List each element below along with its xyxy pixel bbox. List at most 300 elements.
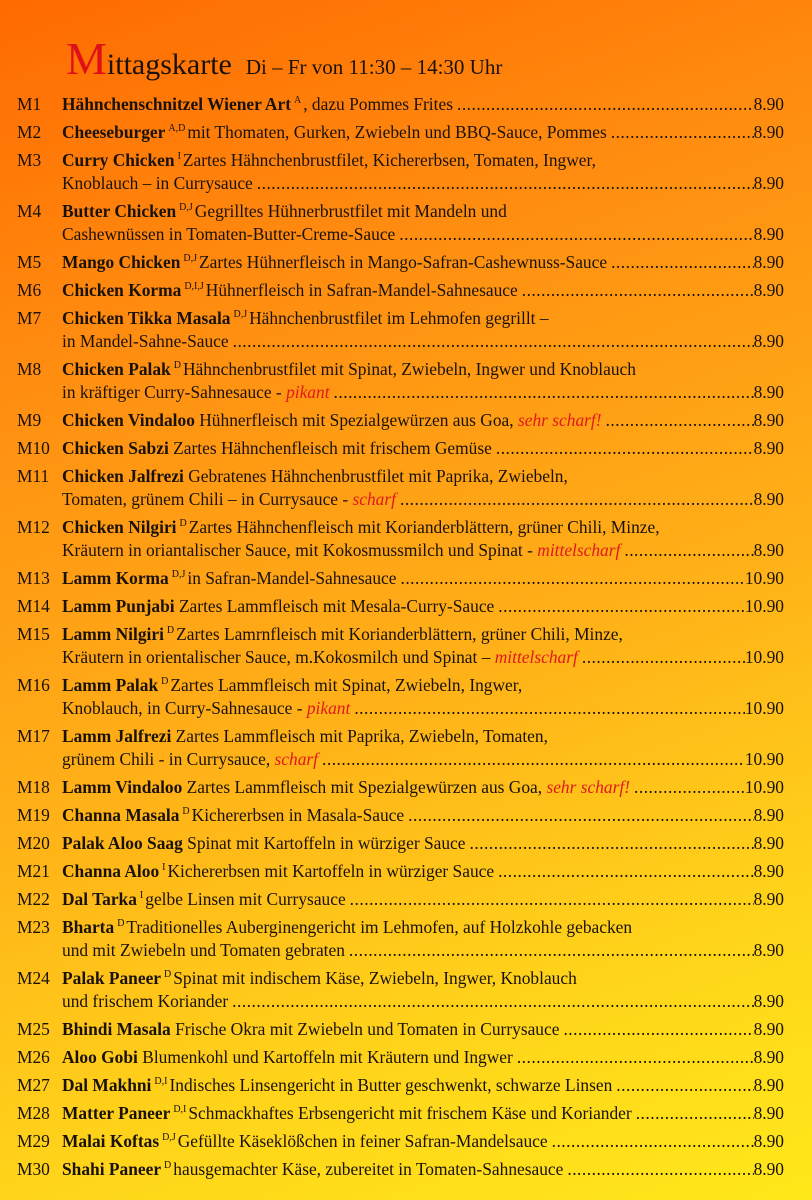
- item-text: [62, 121, 607, 144]
- dish-description: Zartes Hühnerfleisch in Mango-Safran-Cashewnuss-Sauce: [199, 252, 608, 272]
- dot-leader: [232, 990, 753, 1013]
- item-price: 8.90: [753, 489, 784, 509]
- item-text: [62, 1074, 612, 1097]
- dot-leader: [606, 409, 754, 432]
- item-number: M5: [17, 252, 42, 272]
- item-number: M28: [17, 1103, 50, 1123]
- item-price: 8.90: [753, 1075, 784, 1095]
- dot-leader: [400, 488, 754, 511]
- spice-level: sehr scharf!: [517, 410, 602, 430]
- item-text: [62, 917, 632, 937]
- dot-leader: [563, 1018, 753, 1041]
- dot-leader: [400, 567, 744, 590]
- dish-description: Tomaten, grünem Chili – in Currysauce -: [62, 489, 353, 509]
- item-price: 8.90: [753, 991, 784, 1011]
- menu-item: [0, 888, 812, 911]
- item-line: [62, 674, 784, 697]
- menu-item: [0, 279, 812, 302]
- item-text: [62, 466, 568, 486]
- item-price: 10.90: [744, 596, 784, 616]
- dish-description: gelbe Linsen mit Currysauce: [145, 889, 346, 909]
- item-last-line: [62, 1018, 784, 1041]
- dish-name: Channa Aloo: [62, 861, 160, 881]
- item-text: [62, 888, 346, 911]
- item-number: M22: [17, 889, 50, 909]
- spice-level: pikant: [306, 698, 351, 718]
- item-last-line: [62, 595, 784, 618]
- dish-name: Lamm Korma: [62, 568, 169, 588]
- allergen-codes: D: [164, 969, 172, 981]
- dish-description: Gebratenes Hähnchenbrustfilet mit Paprika, Zwiebeln,: [188, 466, 568, 486]
- dot-leader: [498, 595, 745, 618]
- item-text: [62, 93, 453, 116]
- item-number: M17: [17, 726, 50, 746]
- dot-leader: [616, 1074, 753, 1097]
- dish-description: Blumenkohl und Kartoffeln mit Kräutern und Ingwer: [142, 1047, 513, 1067]
- allergen-codes: I: [139, 890, 144, 902]
- item-last-line: [62, 251, 784, 274]
- item-line: [62, 725, 784, 748]
- dish-description: Gegrilltes Hühnerbrustfilet mit Mandeln und: [194, 201, 507, 221]
- dish-name: Chicken Vindaloo: [62, 410, 195, 430]
- allergen-codes: D: [117, 918, 125, 930]
- allergen-codes: D,I,J: [184, 281, 204, 293]
- item-price: 8.90: [753, 861, 784, 881]
- item-text: [62, 776, 630, 799]
- item-last-line: [62, 990, 784, 1013]
- item-number: M26: [17, 1047, 50, 1067]
- item-price: 8.90: [753, 833, 784, 853]
- item-price: 8.90: [753, 1159, 784, 1179]
- item-number: M8: [17, 359, 42, 379]
- item-number: M20: [17, 833, 50, 853]
- dot-leader: [496, 437, 754, 460]
- item-price: 10.90: [744, 749, 784, 769]
- dish-description: mit Thomaten, Gurken, Zwiebeln und BBQ-Sauce, Pommes: [187, 122, 607, 142]
- item-text: [62, 308, 549, 328]
- dish-description: Frische Okra mit Zwiebeln und Tomaten in Currysauce: [175, 1019, 560, 1039]
- item-number: M18: [17, 777, 50, 797]
- item-text: [62, 381, 330, 404]
- item-line: [62, 465, 784, 488]
- item-price: 10.90: [744, 568, 784, 588]
- dish-description: und frischem Koriander: [62, 991, 229, 1011]
- dish-description: Indisches Linsengericht in Butter geschwenkt, schwarze Linsen: [169, 1075, 613, 1095]
- allergen-codes: A,D: [168, 123, 186, 135]
- item-last-line: [62, 697, 784, 720]
- menu-item: [0, 149, 812, 195]
- menu-item: [0, 595, 812, 618]
- dish-name: Chicken Jalfrezi: [62, 466, 184, 486]
- allergen-codes: D,I: [173, 1104, 187, 1116]
- dish-description: grünem Chili - in Currysauce,: [62, 749, 275, 769]
- menu-item: [0, 1046, 812, 1069]
- item-text: [62, 1046, 513, 1069]
- item-number: M4: [17, 201, 42, 221]
- item-text: [62, 359, 636, 379]
- dish-description: , dazu Pommes Frites: [303, 94, 453, 114]
- menu-item: [0, 437, 812, 460]
- dish-description: Zartes Lammfleisch mit Mesala-Curry-Sauce: [178, 596, 495, 616]
- item-number: M11: [17, 466, 50, 486]
- menu-list: [0, 93, 812, 1181]
- menu-item: [0, 832, 812, 855]
- item-number: M29: [17, 1131, 50, 1151]
- dish-description: in kräftiger Curry-Sahnesauce -: [62, 382, 287, 402]
- dish-name: Shahi Paneer: [62, 1159, 162, 1179]
- dish-description: Zartes Lammfleisch mit Spinat, Zwiebeln, Ingwer,: [170, 675, 523, 695]
- allergen-codes: D: [161, 676, 169, 688]
- item-number: M16: [17, 675, 50, 695]
- dish-name: Curry Chicken: [62, 150, 175, 170]
- dish-name: Chicken Sabzi: [62, 438, 169, 458]
- item-number: M7: [17, 308, 42, 328]
- item-text: [62, 330, 229, 353]
- dish-name: Butter Chicken: [62, 201, 177, 221]
- item-number: M6: [17, 280, 42, 300]
- item-price: 8.90: [753, 940, 784, 960]
- item-line: [62, 358, 784, 381]
- item-text: [62, 437, 492, 460]
- dot-leader: [634, 776, 745, 799]
- menu-item: [0, 967, 812, 1013]
- dish-name: Channa Masala: [62, 805, 180, 825]
- item-number: M21: [17, 861, 50, 881]
- dot-leader: [624, 539, 753, 562]
- item-text: [62, 172, 253, 195]
- dish-description: Zartes Lamrnfleisch mit Korianderblättern, grüner Chili, Minze,: [176, 624, 623, 644]
- dish-name: Lamm Jalfrezi: [62, 726, 172, 746]
- dish-description: Kichererbsen mit Kartoffeln in würziger Sauce: [167, 861, 495, 881]
- item-text: [62, 201, 507, 221]
- item-number: M9: [17, 410, 42, 430]
- menu-item: [0, 200, 812, 246]
- dish-name: Cheeseburger: [62, 122, 166, 142]
- dish-name: Lamm Palak: [62, 675, 159, 695]
- item-number: M10: [17, 438, 50, 458]
- menu-item: [0, 358, 812, 404]
- item-line: [62, 916, 784, 939]
- item-text: [62, 804, 404, 827]
- dish-name: Chicken Korma: [62, 280, 182, 300]
- menu-item: [0, 623, 812, 669]
- menu-item: [0, 804, 812, 827]
- dish-name: Bhindi Masala: [62, 1019, 171, 1039]
- dot-leader: [334, 381, 754, 404]
- menu-item: [0, 916, 812, 962]
- item-price: 10.90: [744, 777, 784, 797]
- menu-item: [0, 516, 812, 562]
- item-price: 10.90: [744, 647, 784, 667]
- item-last-line: [62, 172, 784, 195]
- dot-leader: [322, 748, 745, 771]
- menu-item: [0, 409, 812, 432]
- dish-description: Spinat mit indischem Käse, Zwiebeln, Ingwer, Knoblauch: [173, 968, 577, 988]
- menu-item: [0, 251, 812, 274]
- item-number: M15: [17, 624, 50, 644]
- item-last-line: [62, 567, 784, 590]
- item-text: [62, 1018, 559, 1041]
- dish-name: Palak Aloo Saag: [62, 833, 183, 853]
- dish-description: und mit Zwiebeln und Tomaten gebraten: [62, 940, 345, 960]
- item-last-line: [62, 748, 784, 771]
- item-last-line: [62, 804, 784, 827]
- dish-name: Matter Paneer: [62, 1103, 171, 1123]
- dot-leader: [636, 1102, 754, 1125]
- item-price: 8.90: [753, 382, 784, 402]
- item-last-line: [62, 776, 784, 799]
- dish-name: Palak Paneer: [62, 968, 162, 988]
- dish-name: Aloo Gobi: [62, 1047, 138, 1067]
- item-text: [62, 279, 518, 302]
- dish-name: Malai Koftas: [62, 1131, 160, 1151]
- dot-leader: [350, 888, 754, 911]
- menu-item: [0, 860, 812, 883]
- item-text: [62, 748, 318, 771]
- item-text: [62, 646, 578, 669]
- dish-name: Lamm Nilgiri: [62, 624, 164, 644]
- item-price: 10.90: [744, 698, 784, 718]
- dot-leader: [611, 251, 753, 274]
- item-last-line: [62, 539, 784, 562]
- dot-leader: [354, 697, 745, 720]
- title-rest: ittagskarte: [106, 48, 232, 81]
- item-last-line: [62, 488, 784, 511]
- item-text: [62, 539, 620, 562]
- dish-description: in Mandel-Sahne-Sauce: [62, 331, 229, 351]
- allergen-codes: I: [162, 862, 166, 874]
- dot-leader: [552, 1130, 754, 1153]
- dish-description: Knoblauch, in Curry-Sahnesauce -: [62, 698, 307, 718]
- item-line: [62, 149, 784, 172]
- menu-item: [0, 93, 812, 116]
- dot-leader: [408, 804, 753, 827]
- item-text: [62, 697, 350, 720]
- item-price: 8.90: [753, 540, 784, 560]
- item-last-line: [62, 646, 784, 669]
- menu-item: [0, 1074, 812, 1097]
- dish-name: Chicken Tikka Masala: [62, 308, 231, 328]
- dish-description: Zartes Hähnchenfleisch mit frischem Gemüse: [173, 438, 492, 458]
- item-last-line: [62, 437, 784, 460]
- dish-description: Zartes Lammfleisch mit Paprika, Zwiebeln, Tomaten,: [175, 726, 548, 746]
- item-last-line: [62, 93, 784, 116]
- allergen-codes: D: [164, 1160, 172, 1172]
- dish-description: in Safran-Mandel-Sahnesauce: [187, 568, 397, 588]
- item-line: [62, 967, 784, 990]
- dish-description: Zartes Hähnchenbrustfilet, Kichererbsen, Tomaten, Ingwer,: [182, 150, 596, 170]
- spice-level: scharf: [352, 489, 396, 509]
- item-text: [62, 567, 396, 590]
- item-last-line: [62, 1102, 784, 1125]
- menu-item: [0, 725, 812, 771]
- item-line: [62, 516, 784, 539]
- dish-description: Hähnchenbrustfilet im Lehmofen gegrillt –: [249, 308, 549, 328]
- item-text: [62, 860, 494, 883]
- item-text: [62, 1102, 632, 1125]
- dish-description: Gefüllte Käseklößchen in feiner Safran-Mandelsauce: [177, 1131, 548, 1151]
- item-price: 8.90: [753, 410, 784, 430]
- allergen-codes: I: [177, 151, 181, 163]
- allergen-codes: A: [293, 95, 302, 107]
- dot-leader: [457, 93, 754, 116]
- opening-hours: Di – Fr von 11:30 – 14:30 Uhr: [245, 55, 503, 79]
- item-price: 8.90: [753, 280, 784, 300]
- item-last-line: [62, 1074, 784, 1097]
- item-last-line: [62, 330, 784, 353]
- spice-level: sehr scharf!: [546, 777, 631, 797]
- item-number: M23: [17, 917, 50, 937]
- item-text: [62, 990, 228, 1013]
- item-price: 8.90: [753, 94, 784, 114]
- dish-description: Kräutern in oriantalischer Sauce, mit Kokosmussmilch und Spinat -: [62, 540, 538, 560]
- dot-leader: [517, 1046, 754, 1069]
- item-number: M19: [17, 805, 50, 825]
- dot-leader: [349, 939, 754, 962]
- allergen-codes: D,J: [171, 569, 186, 581]
- item-line: [62, 307, 784, 330]
- menu-item: [0, 1158, 812, 1181]
- item-number: M2: [17, 122, 42, 142]
- dot-leader: [399, 223, 753, 246]
- dish-name: Chicken Nilgiri: [62, 517, 177, 537]
- item-price: 8.90: [753, 122, 784, 142]
- dish-description: Traditionelles Auberginengericht im Lehmofen, auf Holzkohle gebacken: [126, 917, 633, 937]
- item-number: M12: [17, 517, 50, 537]
- dish-description: hausgemachter Käse, zubereitet in Tomaten-Sahnesauce: [173, 1159, 564, 1179]
- item-price: 8.90: [753, 438, 784, 458]
- dish-name: Dal Makhni: [62, 1075, 152, 1095]
- item-text: [62, 968, 577, 988]
- item-price: 8.90: [753, 1131, 784, 1151]
- allergen-codes: D: [179, 518, 187, 530]
- item-last-line: [62, 1130, 784, 1153]
- item-price: 8.90: [753, 224, 784, 244]
- allergen-codes: D: [173, 360, 181, 372]
- dish-description: Hühnerfleisch mit Spezialgewürzen aus Goa,: [199, 410, 518, 430]
- allergen-codes: D,J: [233, 309, 248, 321]
- menu-item: [0, 674, 812, 720]
- item-number: M25: [17, 1019, 50, 1039]
- item-text: [62, 832, 466, 855]
- item-text: [62, 1158, 563, 1181]
- item-text: [62, 595, 494, 618]
- item-price: 8.90: [753, 331, 784, 351]
- menu-item: [0, 776, 812, 799]
- menu-item: [0, 1130, 812, 1153]
- menu-item: [0, 121, 812, 144]
- dish-description: Hähnchenbrustfilet mit Spinat, Zwiebeln, Ingwer und Knoblauch: [182, 359, 636, 379]
- item-number: M3: [17, 150, 42, 170]
- menu-item: [0, 567, 812, 590]
- spice-level: mittelscharf: [537, 540, 621, 560]
- dish-description: Kichererbsen in Masala-Sauce: [191, 805, 405, 825]
- item-price: 8.90: [753, 805, 784, 825]
- allergen-codes: D,J: [179, 202, 193, 214]
- item-text: [62, 675, 522, 695]
- dot-leader: [233, 330, 754, 353]
- spice-level: scharf: [274, 749, 318, 769]
- menu-title: [66, 33, 503, 84]
- dish-description: Knoblauch – in Currysauce: [62, 173, 253, 193]
- dot-leader: [611, 121, 754, 144]
- dish-description: Cashewnüssen in Tomaten-Butter-Creme-Sauce: [62, 224, 396, 244]
- dish-name: Chicken Palak: [62, 359, 171, 379]
- dot-leader: [257, 172, 754, 195]
- dot-leader: [498, 860, 753, 883]
- dish-description: Kräutern in orientalischer Sauce, m.Kokosmilch und Spinat –: [62, 647, 495, 667]
- spice-level: pikant: [286, 382, 330, 402]
- dish-name: Bharta: [62, 917, 115, 937]
- dish-name: Lamm Punjabi: [62, 596, 175, 616]
- item-text: [62, 409, 602, 432]
- title-initial: M: [66, 33, 107, 84]
- dish-name: Hähnchenschnitzel Wiener Art: [62, 94, 291, 114]
- item-last-line: [62, 1158, 784, 1181]
- item-last-line: [62, 381, 784, 404]
- item-last-line: [62, 888, 784, 911]
- item-last-line: [62, 121, 784, 144]
- item-number: M24: [17, 968, 50, 988]
- item-text: [62, 939, 345, 962]
- item-line: [62, 623, 784, 646]
- item-number: M30: [17, 1159, 50, 1179]
- dot-leader: [567, 1158, 753, 1181]
- dish-description: Schmackhaftes Erbsengericht mit frischem Käse und Koriander: [188, 1103, 632, 1123]
- allergen-codes: D,J: [162, 1132, 176, 1144]
- item-price: 8.90: [753, 889, 784, 909]
- allergen-codes: D,J: [183, 253, 197, 265]
- dish-description: Zartes Hähnchenfleisch mit Korianderblättern, grüner Chili, Minze,: [188, 517, 660, 537]
- dish-name: Dal Tarka: [62, 889, 137, 909]
- dot-leader: [522, 279, 754, 302]
- item-price: 8.90: [753, 252, 784, 272]
- item-last-line: [62, 223, 784, 246]
- menu-item: [0, 1018, 812, 1041]
- item-text: [62, 488, 396, 511]
- menu-item: [0, 1102, 812, 1125]
- dish-name: Lamm Vindaloo: [62, 777, 183, 797]
- item-text: [62, 251, 607, 274]
- item-last-line: [62, 409, 784, 432]
- menu-item: [0, 307, 812, 353]
- item-number: M27: [17, 1075, 50, 1095]
- dot-leader: [470, 832, 754, 855]
- dish-description: Hühnerfleisch in Safran-Mandel-Sahnesauce: [205, 280, 518, 300]
- item-number: M14: [17, 596, 50, 616]
- allergen-codes: D: [182, 806, 190, 818]
- allergen-codes: D,I: [154, 1076, 168, 1088]
- allergen-codes: D: [166, 625, 175, 637]
- dish-description: Spinat mit Kartoffeln in würziger Sauce: [187, 833, 466, 853]
- item-number: M13: [17, 568, 50, 588]
- dish-description: Zartes Lammfleisch mit Spezialgewürzen aus Goa,: [186, 777, 547, 797]
- item-last-line: [62, 832, 784, 855]
- item-text: [62, 223, 395, 246]
- item-text: [62, 517, 660, 537]
- dish-name: Mango Chicken: [62, 252, 181, 272]
- item-text: [62, 150, 596, 170]
- item-text: [62, 624, 623, 644]
- item-last-line: [62, 860, 784, 883]
- item-price: 8.90: [753, 1047, 784, 1067]
- item-text: [62, 1130, 548, 1153]
- item-last-line: [62, 279, 784, 302]
- item-text: [62, 726, 548, 746]
- item-last-line: [62, 1046, 784, 1069]
- spice-level: mittelscharf: [494, 647, 578, 667]
- item-price: 8.90: [753, 173, 784, 193]
